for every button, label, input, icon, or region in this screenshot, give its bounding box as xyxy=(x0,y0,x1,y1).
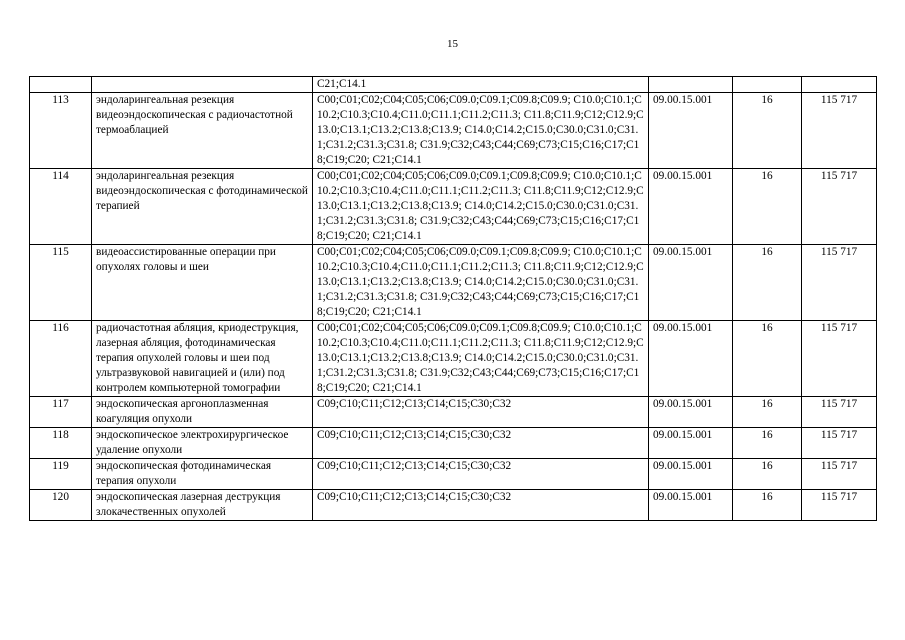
procedure-name: эндоскопическая аргоноплазменная коагуляция опухоли xyxy=(92,397,313,428)
cost-value: 115 717 xyxy=(802,397,877,428)
group-number: 16 xyxy=(733,321,802,397)
table-row xyxy=(30,169,877,245)
diagnosis-codes: C00;C01;C02;C04;C05;C06;C09.0;C09.1;C09.8;C09.9; C10.0;C10.1;C10.2;C10.3;C10.4;C11.0;C11.1;C11.2;C11.3; C11.8;C11.9;C12;C12.9;C13.0;C13.1;C13.2;C13.8;C13.9; C14.0;C14.2;C15.0;C30.0;C31.0;C31.1;C31.2;C31.3;C31.8; C31.9;C32;C43;C44;C69;C73;C15;C16;C17;C18;C19;C20; C21;C14.1 xyxy=(313,245,649,321)
procedure-name: эндоскопическая лазерная деструкция злокачественных опухолей xyxy=(92,490,313,521)
diagnosis-codes: C00;C01;C02;C04;C05;C06;C09.0;C09.1;C09.8;C09.9; C10.0;C10.1;C10.2;C10.3;C10.4;C11.0;C11.1;C11.2;C11.3; C11.8;C11.9;C12;C12.9;C13.0;C13.1;C13.2;C13.8;C13.9; C14.0;C14.2;C15.0;C30.0;C31.0;C31.1;C31.2;C31.3;C31.8; C31.9;C32;C43;C44;C69;C73;C15;C16;C17;C18;C19;C20; C21;C14.1 xyxy=(313,93,649,169)
model-code xyxy=(649,77,733,93)
table-row xyxy=(30,245,877,321)
diagnosis-codes: C09;C10;C11;C12;C13;C14;C15;C30;C32 xyxy=(313,490,649,521)
row-number: 117 xyxy=(30,397,92,428)
group-number: 16 xyxy=(733,459,802,490)
table-row xyxy=(30,93,877,169)
group-number: 16 xyxy=(733,93,802,169)
table-row xyxy=(30,428,877,459)
cost-value: 115 717 xyxy=(802,428,877,459)
model-code: 09.00.15.001 xyxy=(649,428,733,459)
procedures-table xyxy=(29,76,877,521)
row-number: 114 xyxy=(30,169,92,245)
model-code: 09.00.15.001 xyxy=(649,459,733,490)
cost-value: 115 717 xyxy=(802,93,877,169)
row-number: 120 xyxy=(30,490,92,521)
model-code: 09.00.15.001 xyxy=(649,245,733,321)
group-number xyxy=(733,77,802,93)
row-number: 116 xyxy=(30,321,92,397)
procedure-name xyxy=(92,77,313,93)
procedure-name: радиочастотная абляция, криодеструкция, лазерная абляция, фотодинамическая терапия опухолей головы и шеи под ультразвуковой навигацией и (или) под контролем компьютерной томографии xyxy=(92,321,313,397)
model-code: 09.00.15.001 xyxy=(649,321,733,397)
model-code: 09.00.15.001 xyxy=(649,490,733,521)
diagnosis-codes: C09;C10;C11;C12;C13;C14;C15;C30;C32 xyxy=(313,397,649,428)
model-code: 09.00.15.001 xyxy=(649,93,733,169)
cost-value: 115 717 xyxy=(802,321,877,397)
cost-value: 115 717 xyxy=(802,245,877,321)
row-number: 118 xyxy=(30,428,92,459)
cost-value: 115 717 xyxy=(802,459,877,490)
page-number: 15 xyxy=(447,38,458,50)
table-row xyxy=(30,321,877,397)
group-number: 16 xyxy=(733,169,802,245)
procedure-name: видеоассистированные операции при опухолях головы и шеи xyxy=(92,245,313,321)
group-number: 16 xyxy=(733,245,802,321)
cost-value xyxy=(802,77,877,93)
procedure-name: эндоларингеальная резекция видеоэндоскопическая с фотодинамической терапией xyxy=(92,169,313,245)
group-number: 16 xyxy=(733,397,802,428)
table-row xyxy=(30,397,877,428)
cost-value: 115 717 xyxy=(802,490,877,521)
procedure-name: эндоскопическая фотодинамическая терапия опухоли xyxy=(92,459,313,490)
table-body xyxy=(30,77,877,521)
table-row xyxy=(30,490,877,521)
row-number: 113 xyxy=(30,93,92,169)
row-number xyxy=(30,77,92,93)
diagnosis-codes: C21;C14.1 xyxy=(313,77,649,93)
row-number: 119 xyxy=(30,459,92,490)
table-row xyxy=(30,459,877,490)
cost-value: 115 717 xyxy=(802,169,877,245)
procedure-name: эндоларингеальная резекция видеоэндоскопическая с радиочастотной термоаблацией xyxy=(92,93,313,169)
diagnosis-codes: C00;C01;C02;C04;C05;C06;C09.0;C09.1;C09.8;C09.9; C10.0;C10.1;C10.2;C10.3;C10.4;C11.0;C11.1;C11.2;C11.3; C11.8;C11.9;C12;C12.9;C13.0;C13.1;C13.2;C13.8;C13.9; C14.0;C14.2;C15.0;C30.0;C31.0;C31.1;C31.2;C31.3;C31.8; C31.9;C32;C43;C44;C69;C73;C15;C16;C17;C18;C19;C20; C21;C14.1 xyxy=(313,321,649,397)
diagnosis-codes: C09;C10;C11;C12;C13;C14;C15;C30;C32 xyxy=(313,428,649,459)
procedure-name: эндоскопическое электрохирургическое удаление опухоли xyxy=(92,428,313,459)
diagnosis-codes: C09;C10;C11;C12;C13;C14;C15;C30;C32 xyxy=(313,459,649,490)
model-code: 09.00.15.001 xyxy=(649,169,733,245)
row-number: 115 xyxy=(30,245,92,321)
continuation-row xyxy=(30,77,877,93)
group-number: 16 xyxy=(733,428,802,459)
model-code: 09.00.15.001 xyxy=(649,397,733,428)
diagnosis-codes: C00;C01;C02;C04;C05;C06;C09.0;C09.1;C09.8;C09.9; C10.0;C10.1;C10.2;C10.3;C10.4;C11.0;C11.1;C11.2;C11.3; C11.8;C11.9;C12;C12.9;C13.0;C13.1;C13.2;C13.8;C13.9; C14.0;C14.2;C15.0;C30.0;C31.0;C31.1;C31.2;C31.3;C31.8; C31.9;C32;C43;C44;C69;C73;C15;C16;C17;C18;C19;C20; C21;C14.1 xyxy=(313,169,649,245)
group-number: 16 xyxy=(733,490,802,521)
